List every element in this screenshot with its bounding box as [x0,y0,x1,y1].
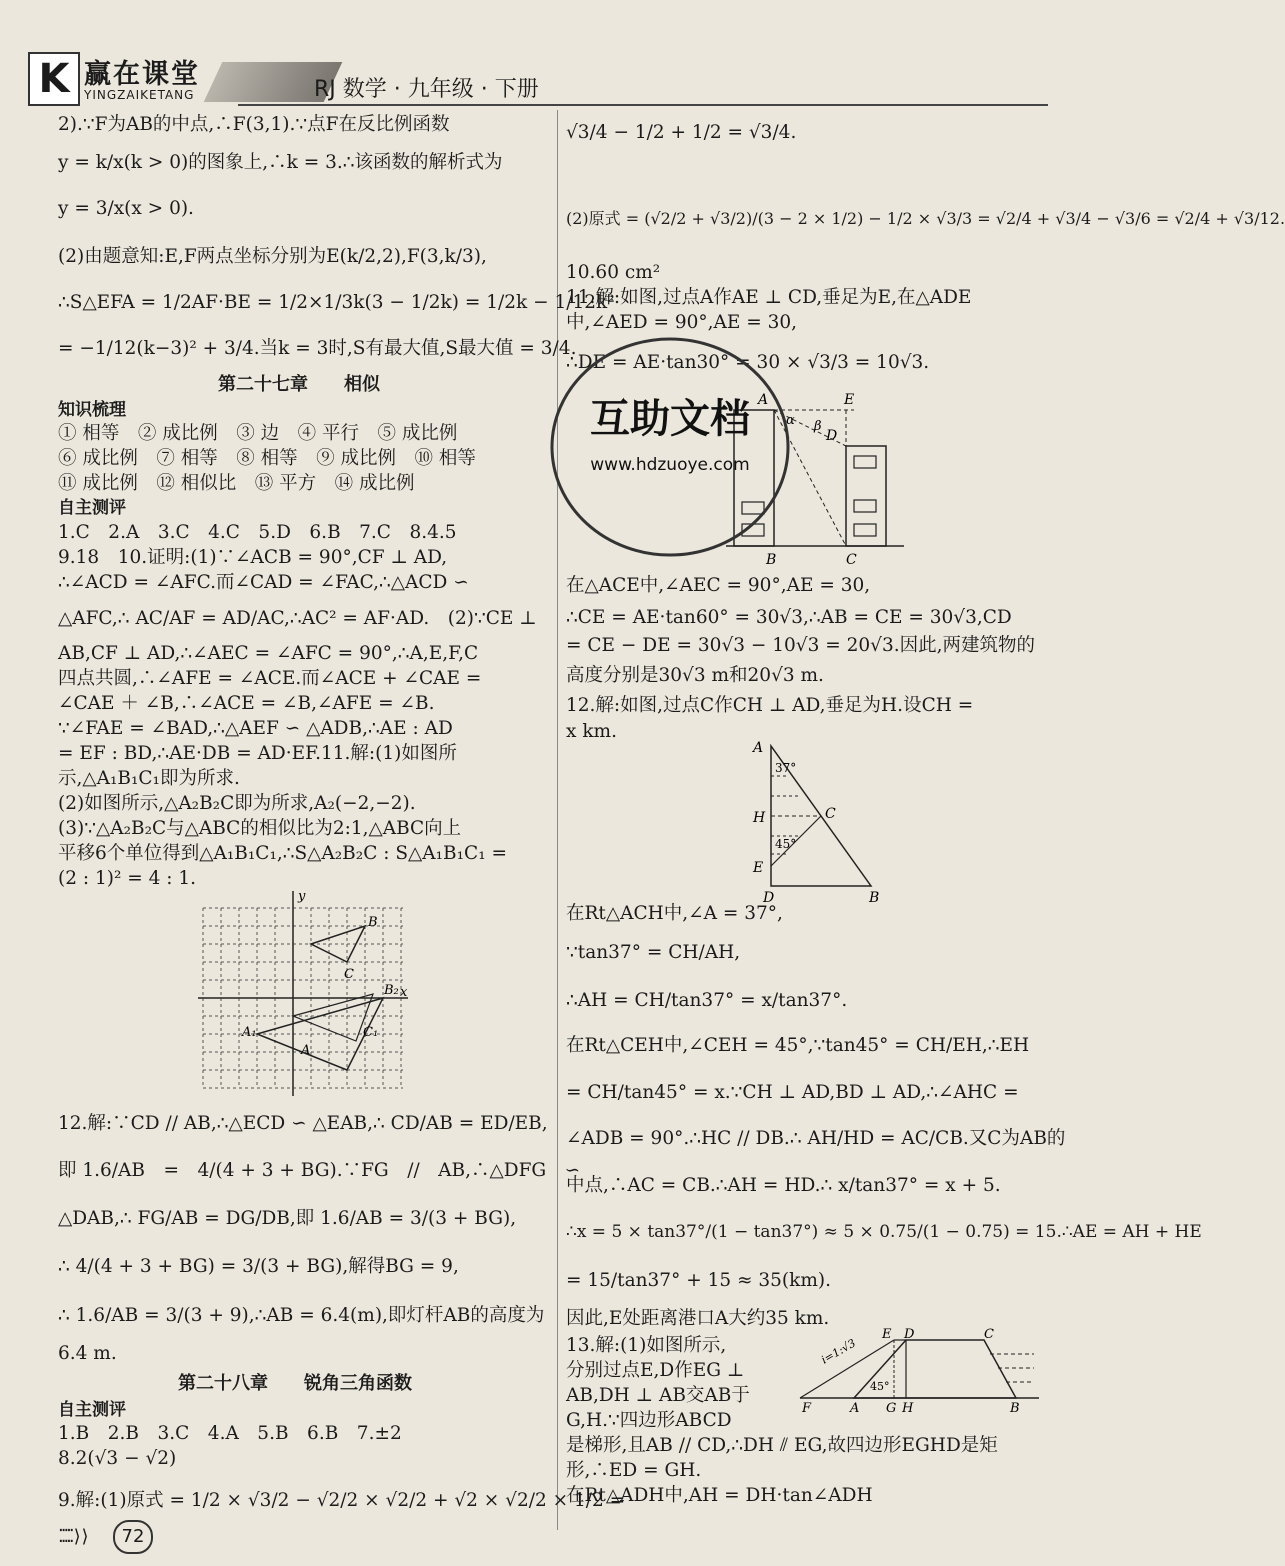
brand-pinyin: YINGZAIKETANG [84,88,195,102]
text-line: (2)原式 = (√2/2 + √3/2)/(3 − 2 × 1/2) − 1/2 × √3/3 = √2/4 + √3/4 − √3/6 = √2/4 + √3/12. [566,209,1285,228]
text-line: (2)由题意知:E,F两点坐标分别为E(k/2,2),F(3,k/3), [58,246,487,267]
text-line: ∴DE = AE·tan30° = 30 × √3/3 = 10√3. [566,352,930,373]
text-line: ∴x = 5 × tan37°/(1 − tan37°) ≈ 5 × 0.75/(1 − 0.75) = 15.∴AE = AH + HE [566,1222,1202,1242]
triangle-label-h: H [753,810,766,826]
text-line: ⑥ 成比例 ⑦ 相等 ⑧ 相等 ⑨ 成比例 ⑩ 相等 [58,448,476,469]
trap-label-e: E [882,1327,892,1342]
text-line: √3/4 − 1/2 + 1/2 = √3/4. [566,122,797,143]
trap-label-h: H [902,1401,914,1416]
trap-label-a: A [850,1401,860,1416]
text-line: 10.60 cm² [566,262,661,283]
text-line: 示,△A₁B₁C₁即为所求. [58,768,240,789]
text-line: 在Rt△ACH中,∠A = 37°, [566,903,783,924]
grid-label-a1: A₁ [242,1025,257,1040]
watermark-url: www.hdzuoye.com [590,455,750,475]
text-line: y = k/x(k > 0)的图象上,∴k = 3.∴该函数的解析式为 [58,152,503,173]
grid-label-c1: C₁ [363,1025,379,1040]
text-line: = CH/tan45° = x.∵CH ⊥ AD,BD ⊥ AD,∴∠AHC = [566,1082,1019,1103]
text-line: △AFC,∴ AC/AF = AD/AC,∴AC² = AF·AD. (2)∵CE ⊥ [58,608,537,629]
text-line: ∴CE = AE·tan60° = 30√3,∴AB = CE = 30√3,CD [566,607,1012,628]
trap-label-g: G [886,1401,897,1416]
grid-label-b: B [368,915,378,930]
book-title: RJ 数学 · 九年级 · 下册 [314,77,539,102]
trap-label-b: B [1010,1401,1020,1416]
building-label-c: C [846,552,857,568]
text-line: 在Rt△ADH中,AH = DH·tan∠ADH [566,1485,873,1506]
text-line: △DAB,∴ FG/AB = DG/DB,即 1.6/AB = 3/(3 + BG), [58,1208,517,1229]
triangle-label-b: B [869,890,880,906]
text-line: 因此,E处距离港口A大约35 km. [566,1308,830,1329]
header-rule [238,104,1048,106]
text-line: ∴AH = CH/tan37° = x/tan37°. [566,990,848,1011]
grid-label-c: C [344,967,354,982]
text-line: ∵∠FAE = ∠BAD,∴△AEF ∽ △ADB,∴AE : AD [58,718,453,739]
text-line: ∴S△EFA = 1/2AF·BE = 1/2×1/3k(3 − 1/2k) = 1/2k − 1/12k² [58,292,615,313]
text-line: 中点,∴AC = CB.∴AH = HD.∴ x/tan37° = x + 5. [566,1175,1001,1196]
text-line: AB,DH ⊥ AB交AB于 [566,1385,750,1406]
triangle-angle-37: 37° [775,761,797,775]
building-label-a: A [758,392,769,408]
triangle-label-e: E [753,860,764,876]
text-line: 四点共圆,∴∠AFE = ∠ACE.而∠ACE + ∠CAE = [58,668,482,689]
text-line: 11.解:如图,过点A作AE ⊥ CD,垂足为E,在△ADE [566,287,972,308]
column-divider [557,110,558,1530]
building-label-d: D [826,428,838,444]
text-line: ∴ 4/(4 + 3 + BG) = 3/(3 + BG),解得BG = 9, [58,1256,459,1277]
text-line: 13.解:(1)如图所示, [566,1335,727,1356]
section-heading: 自主测评 [58,498,126,518]
building-label-e: E [844,392,855,408]
text-line: = CE − DE = 30√3 − 10√3 = 20√3.因此,两建筑物的 [566,635,1035,656]
header [28,52,1048,110]
chapter-title: 第二十八章 锐角三角函数 [178,1373,412,1394]
triangle-angle-45: 45° [775,837,797,851]
coordinate-grid-figure [198,886,408,1096]
grid-label-a: A [301,1043,311,1058]
text-line: = −1/12(k−3)² + 3/4.当k = 3时,S有最大值,S最大值 = 3/4. [58,338,577,359]
grid-label-y: y [298,889,306,904]
text-line: 高度分别是30√3 m和20√3 m. [566,665,824,686]
text-line: = EF : BD,∴AE·DB = AD·EF.11.解:(1)如图所 [58,743,457,764]
watermark-stamp [545,332,795,562]
text-line: 分别过点E,D作EG ⊥ [566,1360,745,1381]
text-line: 是梯形,且AB // CD,∴DH ⫽ EG,故四边形EGHD是矩 [566,1435,998,1456]
triangle-label-d: D [763,890,775,906]
triangle-figure [751,736,891,906]
text-line: 9.18 10.证明:(1)∵∠ACB = 90°,CF ⊥ AD, [58,547,448,568]
triangle-label-a: A [753,740,764,756]
text-line: (3)∵△A₂B₂C与△ABC的相似比为2:1,△ABC向上 [58,818,462,839]
text-line: ∴∠ACD = ∠AFC.而∠CAD = ∠FAC,∴△ACD ∽ [58,572,469,593]
text-line: y = 3/x(x > 0). [58,198,194,219]
text-line: G,H.∵四边形ABCD [566,1410,732,1431]
brand-logo: K [28,52,80,106]
text-line: AB,CF ⊥ AD,∴∠AEC = ∠AFC = 90°,∴A,E,F,C [58,643,479,664]
text-line: 2).∵F为AB的中点,∴F(3,1).∵点F在反比例函数 [58,114,450,135]
trap-angle-45: 45° [870,1380,890,1393]
text-line: ∠ADB = 90°.∴HC // DB.∴ AH/HD = AC/CB.又C为AB的 [566,1128,1066,1149]
text-line: ∵tan37° = CH/AH, [566,942,741,963]
text-line: 8.2(√3 − √2) [58,1448,177,1469]
brand-name: 赢在课堂 [84,59,200,90]
section-heading: 自主测评 [58,1400,126,1420]
text-line: 形,∴ED = GH. [566,1460,702,1481]
trap-label-f: F [802,1401,812,1416]
text-line: 即 1.6/AB = 4/(4 + 3 + BG).∵FG // AB,∴△DFG ∽ [58,1160,581,1181]
text-line: 12.解:如图,过点C作CH ⊥ AD,垂足为H.设CH = [566,695,974,716]
footer-arrows-icon: ⁚⁚⁚⁚⁚⟩⟩ [58,1526,88,1547]
building-label-b: B [766,552,777,568]
text-line: 12.解:∵CD // AB,∴△ECD ∽ △EAB,∴ CD/AB = ED/EB, [58,1113,548,1134]
grid-label-b2: B₂ [384,983,399,998]
text-line: 6.4 m. [58,1343,117,1364]
text-line: ① 相等 ② 成比例 ③ 边 ④ 平行 ⑤ 成比例 [58,423,458,444]
text-line: ⑪ 成比例 ⑫ 相似比 ⑬ 平方 ⑭ 成比例 [58,473,415,494]
building-label-alpha: α [786,413,795,428]
text-line: 9.解:(1)原式 = 1/2 × √3/2 − √2/2 × √2/2 + √2 × √2/2 × 1/2 = [58,1490,626,1511]
text-line: 在△ACE中,∠AEC = 90°,AE = 30, [566,575,871,596]
text-line: (2 : 1)² = 4 : 1. [58,868,197,889]
text-line: ∠CAE ＋ ∠B,∴∠ACE = ∠B,∠AFE = ∠B. [58,693,435,714]
text-line: (2)如图所示,△A₂B₂C即为所求,A₂(−2,−2). [58,793,416,814]
text-line: 平移6个单位得到△A₁B₁C₁,∴S△A₂B₂C : S△A₁B₁C₁ = [58,843,507,864]
text-line: 1.B 2.B 3.C 4.A 5.B 6.B 7.±2 [58,1423,402,1444]
text-line: 在Rt△CEH中,∠CEH = 45°,∵tan45° = CH/EH,∴EH [566,1035,1030,1056]
section-heading: 知识梳理 [58,400,126,420]
triangle-label-c: C [825,806,836,822]
watermark-title: 互助文档 [590,396,750,442]
trap-label-c: C [984,1327,994,1342]
building-label-beta: β [814,419,822,434]
chapter-title: 第二十七章 相似 [218,374,380,395]
text-line: 1.C 2.A 3.C 4.C 5.D 6.B 7.C 8.4.5 [58,522,457,543]
text-line: x km. [566,721,617,742]
text-line: ∴ 1.6/AB = 3/(3 + 9),∴AB = 6.4(m),即灯杆AB的高度为 [58,1305,545,1326]
trap-label-d: D [904,1327,915,1342]
trap-slope-label: i=1:√3 [819,1336,858,1367]
text-line: = 15/tan37° + 15 ≈ 35(km). [566,1270,831,1291]
trapezoid-figure [794,1327,1044,1416]
text-line: 中,∠AED = 90°,AE = 30, [566,312,798,333]
grid-label-x: x [400,985,408,1000]
page-number: 72 [113,1520,153,1554]
